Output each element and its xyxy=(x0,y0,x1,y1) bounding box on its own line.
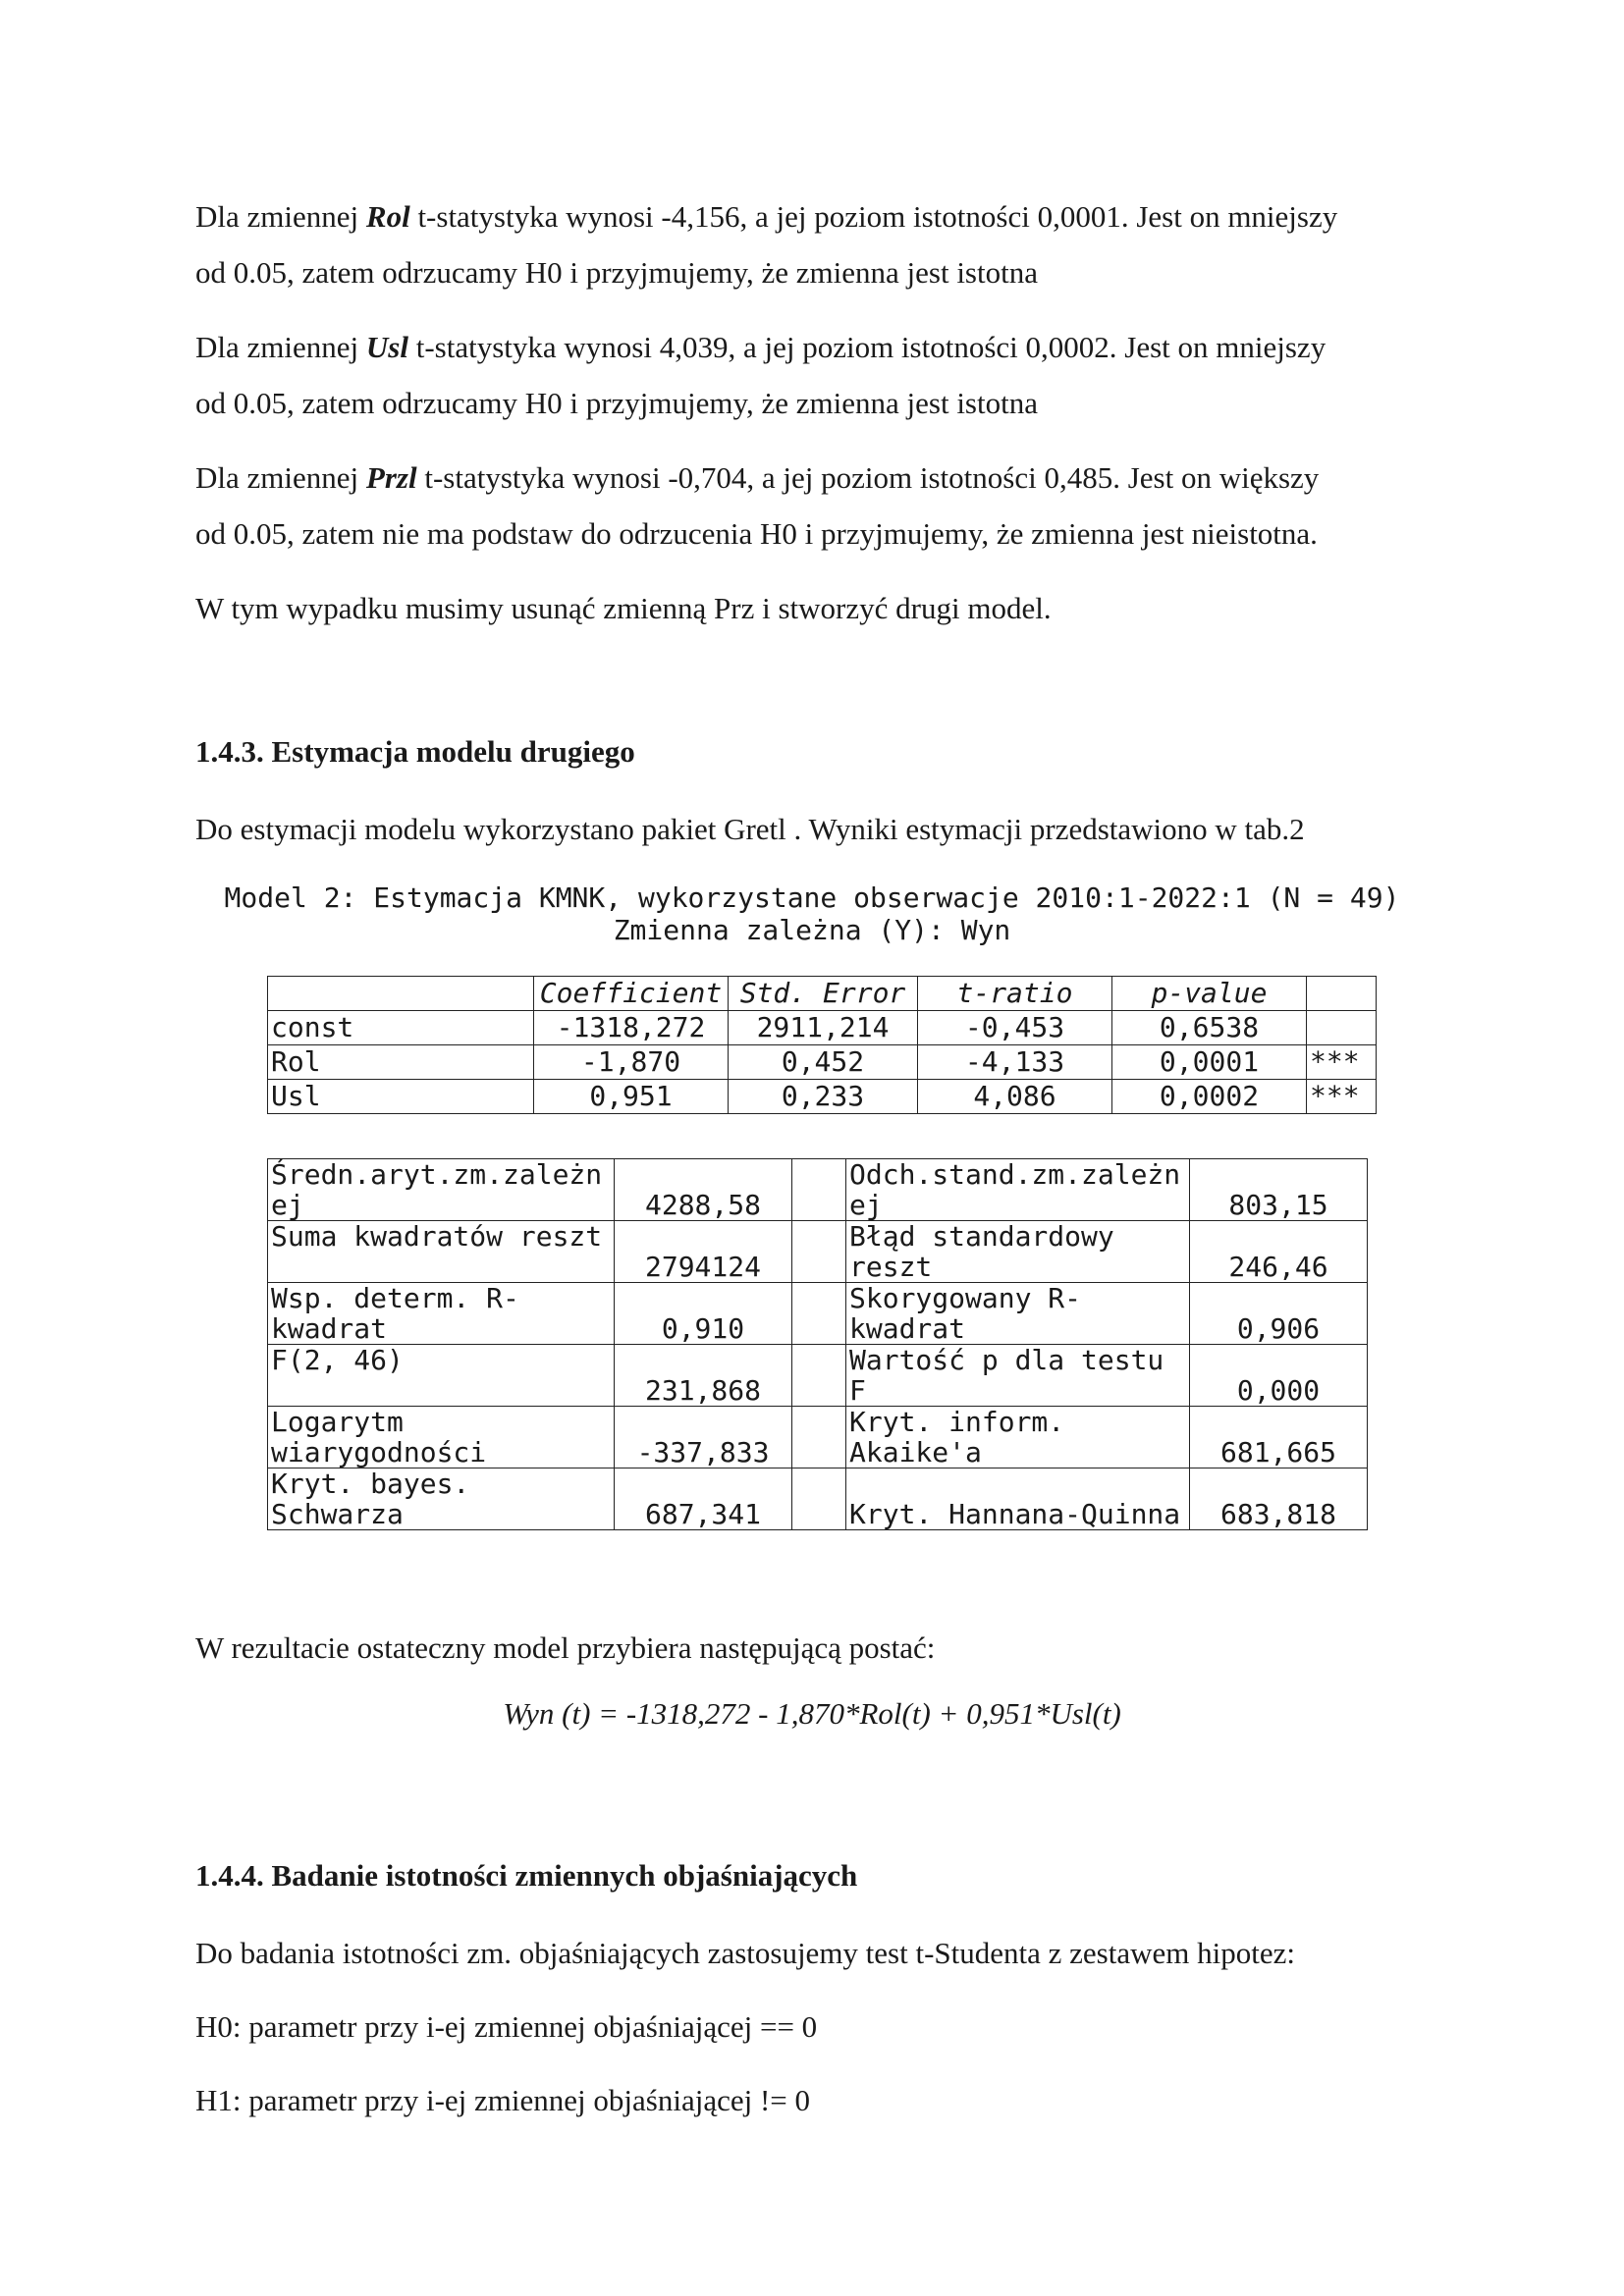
spacer-cell xyxy=(792,1221,846,1283)
model-equation: Wyn (t) = -1318,272 - 1,870*Rol(t) + 0,951*Usl(t) xyxy=(503,1696,1121,1731)
para-prefix: Dla zmiennej xyxy=(195,199,366,234)
para-prefix: Dla zmiennej xyxy=(195,460,366,495)
stat-label: Średn.aryt.zm.zależn ej xyxy=(268,1159,615,1221)
table-row xyxy=(268,1283,1368,1345)
table-row xyxy=(268,1011,1377,1045)
stat-value: 231,868 xyxy=(615,1345,792,1407)
variable-name: Przl xyxy=(365,460,417,495)
std-error-cell: 0,452 xyxy=(729,1045,918,1080)
stat-label: Kryt. inform. Akaike'a xyxy=(846,1407,1190,1468)
t-ratio-cell: -4,133 xyxy=(918,1045,1112,1080)
stat-label: Odch.stand.zm.zależn ej xyxy=(846,1159,1190,1221)
stat-value: -337,833 xyxy=(615,1407,792,1468)
table-row xyxy=(268,1080,1377,1114)
spacer-cell xyxy=(792,1345,846,1407)
t-ratio-cell: 4,086 xyxy=(918,1080,1112,1114)
spacer-cell xyxy=(792,1283,846,1345)
stat-label: Wsp. determ. R-kwadrat xyxy=(268,1283,615,1345)
std-error-cell: 0,233 xyxy=(729,1080,918,1114)
model-statistics-table xyxy=(267,1158,1368,1530)
stat-value: 0,000 xyxy=(1190,1345,1368,1407)
stat-value: 803,15 xyxy=(1190,1159,1368,1221)
table-row xyxy=(268,1468,1368,1530)
para-text: t-statystyka wynosi 4,039, a jej poziom istotności 0,0002. Jest on mniejszy xyxy=(407,330,1326,364)
section-heading-143: 1.4.3. Estymacja modelu drugiego xyxy=(195,734,635,769)
stat-label: Logarytm wiarygodności xyxy=(268,1407,615,1468)
section-heading-144: 1.4.4. Badanie istotności zmiennych objaśniających xyxy=(195,1858,858,1893)
row-label: const xyxy=(268,1011,534,1045)
p-value-cell: 0,6538 xyxy=(1112,1011,1307,1045)
header-std-error: Std. Error xyxy=(729,977,918,1011)
header-cell xyxy=(268,977,534,1011)
hypothesis-h0: H0: parametr przy i-ej zmiennej objaśniającej == 0 xyxy=(195,2009,818,2044)
stat-value: 681,665 xyxy=(1190,1407,1368,1468)
spacer-cell xyxy=(792,1159,846,1221)
std-error-cell: 2911,214 xyxy=(729,1011,918,1045)
variable-name: Rol xyxy=(365,199,410,234)
para-text: t-statystyka wynosi -4,156, a jej poziom istotności 0,0001. Jest on mniejszy xyxy=(409,199,1338,234)
row-label: Rol xyxy=(268,1045,534,1080)
header-coefficient: Coefficient xyxy=(534,977,729,1011)
para-text: od 0.05, zatem odrzucamy H0 i przyjmujemy, że zmienna jest istotna xyxy=(195,386,1038,420)
remove-note: W tym wypadku musimy usunąć zmienną Prz i stworzyć drugi model. xyxy=(195,591,1052,625)
header-t-ratio: t-ratio xyxy=(918,977,1112,1011)
para-text: od 0.05, zatem odrzucamy H0 i przyjmujemy, że zmienna jest istotna xyxy=(195,255,1038,290)
stat-label: F(2, 46) xyxy=(268,1345,615,1407)
spacer-cell xyxy=(792,1468,846,1530)
paragraph-przl xyxy=(195,450,1442,561)
stat-label: Kryt. bayes. Schwarza xyxy=(268,1468,615,1530)
stat-value: 2794124 xyxy=(615,1221,792,1283)
stat-value: 4288,58 xyxy=(615,1159,792,1221)
para-prefix: Dla zmiennej xyxy=(195,330,366,364)
result-text: W rezultacie ostateczny model przybiera następującą postać: xyxy=(195,1630,936,1665)
table-row xyxy=(268,1407,1368,1468)
para-text: od 0.05, zatem nie ma podstaw do odrzucenia H0 i przyjmujemy, że zmienna jest nieistotna. xyxy=(195,516,1318,551)
row-label: Usl xyxy=(268,1080,534,1114)
stat-value: 0,910 xyxy=(615,1283,792,1345)
table-row xyxy=(268,1345,1368,1407)
stat-value: 246,46 xyxy=(1190,1221,1368,1283)
header-cell xyxy=(1307,977,1377,1011)
coefficient-table xyxy=(267,976,1377,1114)
stat-value: 683,818 xyxy=(1190,1468,1368,1530)
hypothesis-h1: H1: parametr przy i-ej zmiennej objaśniającej != 0 xyxy=(195,2083,811,2117)
significance-cell xyxy=(1307,1011,1377,1045)
stat-label: Skorygowany R-kwadrat xyxy=(846,1283,1190,1345)
stat-label: Kryt. Hannana-Quinna xyxy=(846,1468,1190,1530)
stat-label: Błąd standardowy reszt xyxy=(846,1221,1190,1283)
model-title: Model 2: Estymacja KMNK, wykorzystane obserwacje 2010:1-2022:1 (N = 49) xyxy=(224,881,1400,914)
t-ratio-cell: -0,453 xyxy=(918,1011,1112,1045)
section-intro-144: Do badania istotności zm. objaśniających zastosujemy test t-Studenta z zestawem hipotez: xyxy=(195,1936,1295,1970)
stat-value: 0,906 xyxy=(1190,1283,1368,1345)
table-row xyxy=(268,1159,1368,1221)
spacer-cell xyxy=(792,1407,846,1468)
section-intro-143: Do estymacji modelu wykorzystano pakiet Gretl . Wyniki estymacji przedstawiono w tab.2 xyxy=(195,812,1305,846)
coefficient-cell: -1,870 xyxy=(534,1045,729,1080)
coefficient-cell: 0,951 xyxy=(534,1080,729,1114)
table-row xyxy=(268,1045,1377,1080)
stat-value: 687,341 xyxy=(615,1468,792,1530)
para-text: t-statystyka wynosi -0,704, a jej poziom istotności 0,485. Jest on większy xyxy=(416,460,1320,495)
coefficient-cell: -1318,272 xyxy=(534,1011,729,1045)
dependent-variable: Zmienna zależna (Y): Wyn xyxy=(613,914,1011,946)
table-row xyxy=(268,1221,1368,1283)
paragraph-usl xyxy=(195,319,1442,431)
significance-cell: *** xyxy=(1307,1045,1377,1080)
variable-name: Usl xyxy=(365,330,408,364)
stat-label: Wartość p dla testu F xyxy=(846,1345,1190,1407)
p-value-cell: 0,0001 xyxy=(1112,1045,1307,1080)
significance-cell: *** xyxy=(1307,1080,1377,1114)
paragraph-rol xyxy=(195,188,1442,300)
p-value-cell: 0,0002 xyxy=(1112,1080,1307,1114)
header-p-value: p-value xyxy=(1112,977,1307,1011)
stat-label: Suma kwadratów reszt xyxy=(268,1221,615,1283)
table-header-row xyxy=(268,977,1377,1011)
